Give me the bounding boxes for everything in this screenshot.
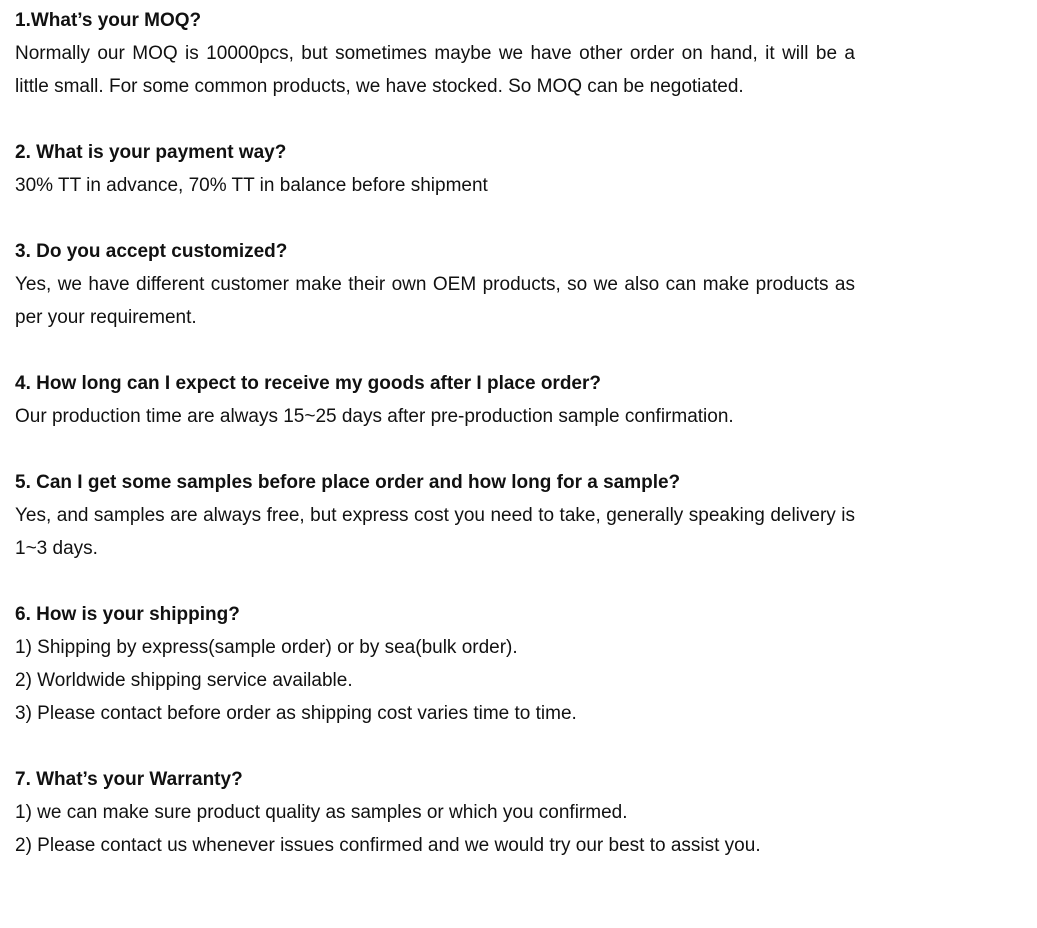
faq-answer: Yes, and samples are always free, but express cost you need to take, generally speaking delivery is 1~3 days. (15, 505, 855, 559)
faq-question: 7. What’s your Warranty? (15, 769, 243, 790)
faq-item-moq (15, 4, 855, 103)
faq-item-payment (15, 136, 855, 202)
faq-answer: Normally our MOQ is 10000pcs, but sometimes maybe we have other order on hand, it will be a little small. For some common products, we have stocked. So MOQ can be negotiated. (15, 43, 855, 97)
faq-answer-line: 1) we can make sure product quality as samples or which you confirmed. (15, 802, 628, 823)
faq-question: 1.What’s your MOQ? (15, 10, 202, 31)
faq-item-samples (15, 466, 855, 565)
faq-question: 5. Can I get some samples before place order and how long for a sample? (15, 472, 681, 493)
faq-document (15, 4, 855, 862)
faq-question: 3. Do you accept customized? (15, 241, 288, 262)
faq-question: 2. What is your payment way? (15, 142, 287, 163)
faq-answer-line: 1) Shipping by express(sample order) or by sea(bulk order). (15, 637, 518, 658)
faq-item-warranty (15, 763, 855, 862)
faq-question: 6. How is your shipping? (15, 604, 240, 625)
faq-answer-line: 2) Worldwide shipping service available. (15, 670, 353, 691)
faq-item-lead-time (15, 367, 855, 433)
faq-answer: Yes, we have different customer make their own OEM products, so we also can make products as per your requirement. (15, 274, 855, 328)
faq-answer-line: 3) Please contact before order as shipping cost varies time to time. (15, 703, 577, 724)
faq-answer: 30% TT in advance, 70% TT in balance before shipment (15, 175, 488, 196)
faq-answer: Our production time are always 15~25 days after pre-production sample confirmation. (15, 406, 734, 427)
faq-question: 4. How long can I expect to receive my goods after I place order? (15, 373, 602, 394)
faq-item-shipping (15, 598, 855, 730)
faq-item-customized (15, 235, 855, 334)
faq-answer-line: 2) Please contact us whenever issues confirmed and we would try our best to assist you. (15, 835, 761, 856)
